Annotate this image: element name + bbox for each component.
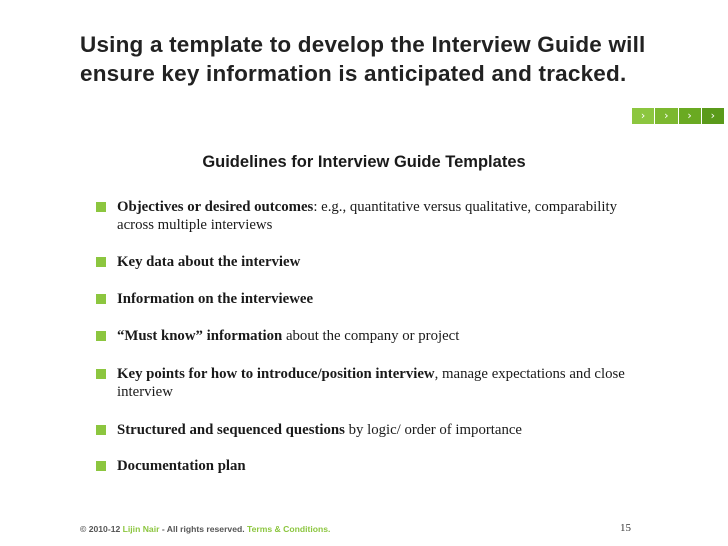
bullet-bold-text: Key data about the interview	[117, 254, 301, 270]
chevron-right-icon: ›	[702, 108, 724, 124]
list-item	[96, 254, 656, 272]
list-item	[96, 422, 656, 440]
bullet-bold-text: Objectives or desired outcomes	[117, 199, 314, 215]
square-bullet-icon	[96, 257, 106, 267]
chevron-right-icon: ›	[679, 108, 701, 124]
terms-link[interactable]: Terms & Conditions.	[247, 524, 331, 534]
slide-title: Using a template to develop the Interview Guide will ensure key information is anticipated and tracked.	[80, 32, 646, 86]
square-bullet-icon	[96, 294, 106, 304]
list-item	[96, 199, 656, 234]
bullet-text: about the company or project	[282, 328, 460, 344]
list-item	[96, 291, 656, 309]
chevron-right-icon: ›	[632, 108, 654, 124]
section-subtitle	[0, 153, 728, 172]
bullet-text: by logic/ order of importance	[344, 422, 522, 438]
list-item	[96, 366, 656, 401]
subtitle-text: Guidelines for Interview Guide Templates	[202, 153, 526, 171]
square-bullet-icon	[96, 202, 106, 212]
square-bullet-icon	[96, 461, 106, 471]
bullet-text: , manage expectations and close interview	[117, 366, 625, 400]
square-bullet-icon	[96, 425, 106, 435]
author-link[interactable]: Lijin Nair	[122, 524, 160, 534]
bullet-bold-text: Information on the interviewee	[117, 291, 314, 307]
square-bullet-icon	[96, 331, 106, 341]
chevron-right-icon: ›	[655, 108, 677, 124]
list-item	[96, 328, 656, 346]
bullet-bold-text: Structured and sequenced questions	[117, 422, 345, 438]
chevron-bar	[632, 108, 724, 124]
list-item	[96, 458, 656, 476]
page-number: 15	[620, 522, 631, 534]
bullet-bold-text: “Must know” information	[117, 328, 283, 344]
rights-text: - All rights reserved.	[161, 524, 245, 534]
bullet-text: : e.g., quantitative versus qualitative, comparability across multiple interviews	[117, 199, 617, 233]
bullet-bold-text: Key points for how to introduce/position interview	[117, 366, 435, 382]
square-bullet-icon	[96, 369, 106, 379]
footer	[80, 524, 330, 534]
bullet-bold-text: Documentation plan	[117, 458, 246, 474]
copyright-text: © 2010-12	[80, 524, 121, 534]
